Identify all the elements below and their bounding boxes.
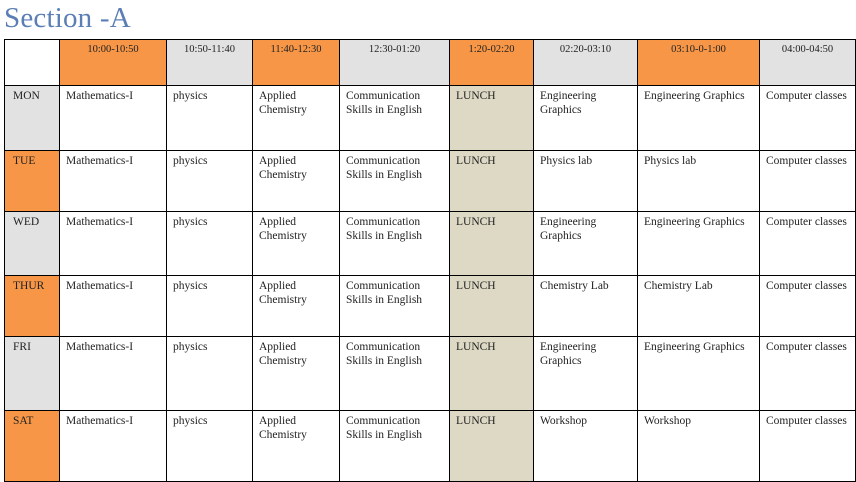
lunch-cell: LUNCH: [450, 337, 534, 411]
table-row: [5, 276, 856, 337]
header-time-slot: 12:30-01:20: [340, 40, 450, 86]
class-cell: Applied Chemistry: [253, 337, 340, 411]
day-label: WED: [5, 212, 60, 276]
class-cell: Applied Chemistry: [253, 151, 340, 212]
lunch-cell: LUNCH: [450, 86, 534, 151]
class-cell: physics: [167, 212, 253, 276]
table-row: [5, 411, 856, 482]
lunch-cell: LUNCH: [450, 151, 534, 212]
class-cell: Chemistry Lab: [534, 276, 638, 337]
table-row: [5, 337, 856, 411]
class-cell: Engineering Graphics: [534, 337, 638, 411]
class-cell: Applied Chemistry: [253, 276, 340, 337]
class-cell: Applied Chemistry: [253, 411, 340, 482]
class-cell: Engineering Graphics: [534, 86, 638, 151]
class-cell: Applied Chemistry: [253, 212, 340, 276]
page-title: Section -A: [4, 2, 131, 34]
class-cell: Physics lab: [638, 151, 760, 212]
class-cell: Communication Skills in English: [340, 411, 450, 482]
class-cell: physics: [167, 337, 253, 411]
class-cell: Engineering Graphics: [638, 86, 760, 151]
class-cell: Communication Skills in English: [340, 276, 450, 337]
day-label: FRI: [5, 337, 60, 411]
class-cell: Communication Skills in English: [340, 86, 450, 151]
class-cell: Engineering Graphics: [534, 212, 638, 276]
class-cell: Physics lab: [534, 151, 638, 212]
timetable: [4, 39, 856, 482]
day-label: SAT: [5, 411, 60, 482]
header-time-slot: 03:10-0-1:00: [638, 40, 760, 86]
header-row: [5, 40, 856, 86]
header-corner-cell: [5, 40, 60, 86]
class-cell: physics: [167, 276, 253, 337]
class-cell: Workshop: [534, 411, 638, 482]
header-time-slot: 10:50-11:40: [167, 40, 253, 86]
class-cell: Computer classes: [760, 212, 856, 276]
class-cell: Mathematics-I: [60, 337, 167, 411]
class-cell: Chemistry Lab: [638, 276, 760, 337]
class-cell: Workshop: [638, 411, 760, 482]
class-cell: Computer classes: [760, 337, 856, 411]
table-row: [5, 212, 856, 276]
header-time-slot: 10:00-10:50: [60, 40, 167, 86]
lunch-cell: LUNCH: [450, 212, 534, 276]
class-cell: physics: [167, 86, 253, 151]
class-cell: Computer classes: [760, 276, 856, 337]
class-cell: Engineering Graphics: [638, 212, 760, 276]
day-label: TUE: [5, 151, 60, 212]
class-cell: Mathematics-I: [60, 411, 167, 482]
class-cell: Mathematics-I: [60, 86, 167, 151]
table-row: [5, 151, 856, 212]
class-cell: Mathematics-I: [60, 212, 167, 276]
class-cell: Computer classes: [760, 151, 856, 212]
lunch-cell: LUNCH: [450, 276, 534, 337]
header-time-slot: 1:20-02:20: [450, 40, 534, 86]
header-time-slot: 04:00-04:50: [760, 40, 856, 86]
class-cell: Communication Skills in English: [340, 337, 450, 411]
class-cell: Applied Chemistry: [253, 86, 340, 151]
class-cell: physics: [167, 151, 253, 212]
class-cell: Mathematics-I: [60, 276, 167, 337]
class-cell: Computer classes: [760, 411, 856, 482]
table-row: [5, 86, 856, 151]
header-time-slot: 02:20-03:10: [534, 40, 638, 86]
class-cell: Communication Skills in English: [340, 212, 450, 276]
class-cell: Engineering Graphics: [638, 337, 760, 411]
header-time-slot: 11:40-12:30: [253, 40, 340, 86]
class-cell: Computer classes: [760, 86, 856, 151]
lunch-cell: LUNCH: [450, 411, 534, 482]
day-label: THUR: [5, 276, 60, 337]
class-cell: Mathematics-I: [60, 151, 167, 212]
class-cell: Communication Skills in English: [340, 151, 450, 212]
day-label: MON: [5, 86, 60, 151]
class-cell: physics: [167, 411, 253, 482]
